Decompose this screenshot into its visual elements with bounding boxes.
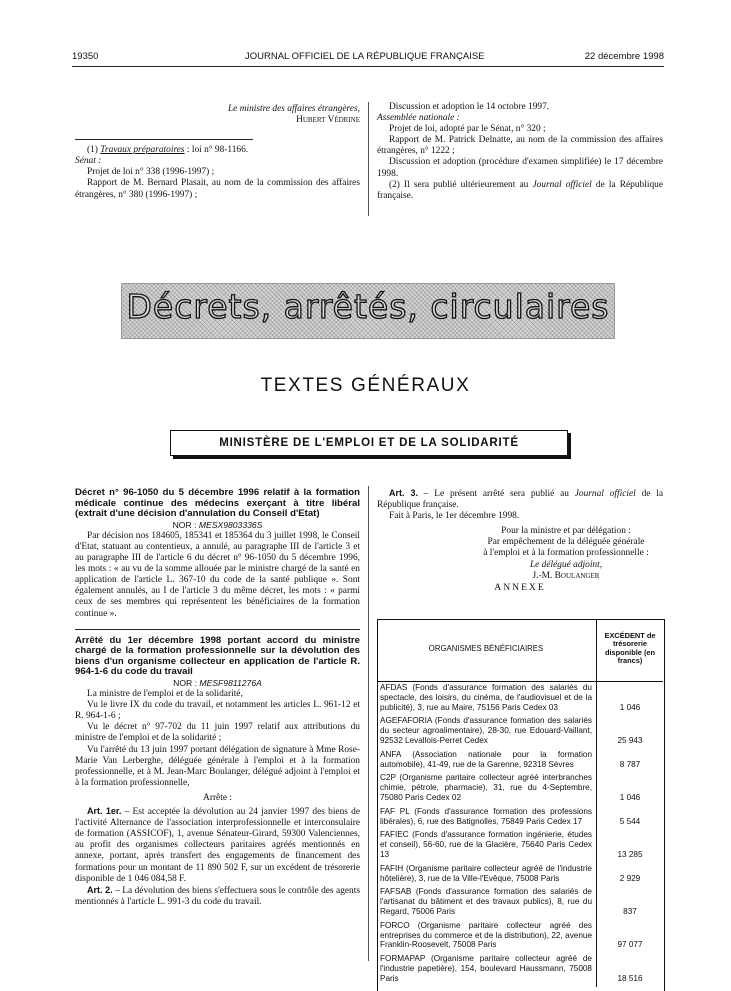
page-header — [72, 51, 664, 67]
annex-excedent: 2 929 — [597, 863, 664, 887]
article-1: Art. 1er. – Est acceptée la dévolution au 24 janvier 1997 des biens de l'activité Alternance de l'association interprofessionnelle et interconsulaire de formation (ASSICOF), 1, avenue Sénateur-Girard, 59300 Valenciennes, au profit des organismes collecteurs paritaires agréés mentionnés en annexe, portant, après transfert des engagements de financement des formations pour un montant de 11 890 502 F, sur un excédent de trésorerie disponible de 1 046 084,58 F. — [75, 806, 360, 884]
annex-organisme: FORCO (Organisme paritaire collecteur agréé des entreprises du commerce et de la distribution), 22, avenue Franklin-Roosevelt, 75008 Paris — [380, 920, 592, 950]
annex-row — [377, 886, 663, 919]
senat-rapport: Rapport de M. Bernard Plasait, au nom de la commission des affaires étrangères, n° 380 (1996-1997) ; — [75, 178, 360, 200]
arrete-nor: NOR : MESF9811276A — [173, 678, 262, 688]
annex-row — [377, 920, 663, 953]
signature-title: Le ministre des affaires étrangères, — [227, 104, 360, 114]
page-number: 19350 — [72, 51, 99, 62]
main-right-column — [377, 488, 663, 593]
arrete-word: Arrête : — [203, 792, 232, 803]
annex-col-excedent: EXCÉDENT de trésorerie disponible (en francs) — [597, 619, 664, 682]
fait-a-paris: Fait à Paris, le 1er décembre 1998. — [389, 511, 520, 522]
annex-row — [377, 715, 663, 748]
senat-adoption: Discussion et adoption le 14 octobre 1997. — [389, 102, 550, 112]
top-column-separator — [368, 102, 369, 216]
an-adoption: Discussion et adoption (procédure d'examen simplifiée) le 17 décembre 1998. — [377, 157, 663, 179]
annex-excedent: 25 943 — [597, 715, 664, 748]
footnote-rule — [75, 139, 253, 140]
arrete-p4: Vu l'arrêté du 13 juin 1997 portant délégation de signature à Mme Rose-Marie Van Lerberghe, déléguée générale à l'emploi et à la formation professionnelle, et à M. Jean-Marc Boulanger, délégué adjoint à l'emploi et à la formation professionnelle, — [75, 744, 360, 788]
annex-organisme: AGEFAFORIA (Fonds d'assurance formation des salariés du secteur agroalimentaire), 28-30, rue Edouard-Vaillant, 92532 Levallois-Perret Cedex — [380, 716, 592, 745]
section-banner — [121, 283, 615, 339]
article-2: Art. 2. – La dévolution des biens s'effectuera sous le contrôle des agents mentionnés à l'article L. 991-3 du code du travail. — [75, 884, 360, 907]
senat-label: Sénat : — [75, 156, 102, 167]
footnote-2: (2) Il sera publié ultérieurement au Journal officiel de la République française. — [377, 179, 663, 201]
main-column-separator — [368, 486, 369, 961]
item-divider — [75, 629, 360, 630]
an-rapport: Rapport de M. Patrick Delnatte, au nom de la commission des affaires étrangères, n° 1222 ; — [377, 135, 663, 157]
an-projet: Projet de loi, adopté par le Sénat, n° 320 ; — [389, 124, 546, 135]
annex-excedent: 18 516 — [597, 953, 664, 986]
article-3: Art. 3. – Le présent arrêté sera publié au Journal officiel de la République française. — [377, 488, 663, 511]
banner-title: Décrets, arrêtés, circulaires — [126, 287, 610, 326]
section-title: TEXTES GÉNÉRAUX — [260, 375, 471, 396]
signature-name: Hubert Védrine — [296, 115, 360, 126]
main-left-column — [75, 488, 360, 908]
annex-row — [377, 749, 663, 773]
annex-organisme: AFDAS (Fonds d'assurance formation des salariés du spectacle, des loisirs, du cinéma, de l'audiovisuel et de la publicité), 3, rue au Maire, 75156 Paris Cedex 03 — [380, 683, 592, 712]
signature-block — [469, 526, 663, 581]
sig-line-3: à l'emploi et à la formation professionnelle : — [483, 548, 649, 559]
arrete-p1: La ministre de l'emploi et de la solidarité, — [87, 689, 243, 700]
annex-table — [377, 619, 663, 987]
sig-line-2: Par empêchement de la déléguée générale — [487, 537, 645, 548]
sig-line-4: Le délégué adjoint, — [529, 559, 603, 570]
annex-organisme: FAF PL (Fonds d'assurance formation des professions libérales), 6, rue des Batignolles, 75849 Paris Cedex 17 — [380, 806, 592, 826]
decree-title: Décret n° 96-1050 du 5 décembre 1996 relatif à la formation médicale continue des médecins exerçant à titre libéral (extrait d'une décision d'annulation du Conseil d'Etat) — [75, 487, 360, 520]
ministry-box — [170, 430, 568, 456]
journal-title: JOURNAL OFFICIEL DE LA RÉPUBLIQUE FRANÇAISE — [245, 51, 485, 62]
annex-row — [377, 682, 663, 716]
annex-organisme: C2P (Organisme paritaire collecteur agréé interbranches chimie, pétrole, pharmacie), 31, rue du 4-Septembre, 75080 Paris Cedex 02 — [380, 773, 592, 802]
annex-row — [377, 863, 663, 887]
annex-excedent: 97 077 — [597, 920, 664, 953]
annex-excedent: 1 046 — [597, 682, 664, 716]
arrete-title: Arrêté du 1er décembre 1998 portant accord du ministre chargé de la formation professionnelle sur la dévolution des biens d'un organisme collecteur en application de l'article R. 964-1-6 du code du travail — [75, 634, 360, 678]
annex-row — [377, 806, 663, 830]
arrete-p3: Vu le décret n° 97-702 du 11 juin 1997 relatif aux attributions du ministre de l'emploi et de la solidarité ; — [75, 722, 360, 744]
decree-nor: NOR : MESX9803336S — [172, 519, 263, 530]
annex-excedent: 1 046 — [597, 772, 664, 805]
annex-organisme: ANFA (Association nationale pour la formation automobile), 41-49, rue de la Garenne, 92318 Sèvres — [380, 749, 592, 769]
annex-organisme: FORMAPAP (Organisme paritaire collecteur agréé de l'industrie papetière), 154, boulevard Haussmann, 75008 Paris — [380, 954, 592, 983]
decree-body: Par décision nos 184605, 185341 et 185364 du 3 juillet 1998, le Conseil d'Etat, statuant au contentieux, a annulé, au paragraphe III de l'article 3 et au paragraphe III de l'article 6 du décret n° 96-1050 du 5 décembre 1996, les mots : « au vu de la somme allouée par le ministre chargé de la santé en application de l'article L. 367-10 du code de la santé publique ». Sont également annulés, au I de l'article 3 du même décret, les mots : « parmi ceux de ses membres qui représentent les bénéficiaires de la formation continue ». — [75, 530, 360, 619]
annex-row — [377, 829, 663, 862]
arrete-p2: Vu le livre IX du code du travail, et notamment les articles L. 961-12 et R. 964-1-6 ; — [75, 700, 360, 722]
header-rule — [72, 66, 664, 67]
annex-row — [377, 953, 663, 986]
top-right-column — [377, 102, 663, 202]
issue-date: 22 décembre 1998 — [584, 51, 664, 62]
annex-organisme: FAFIH (Organisme paritaire collecteur agréé de l'industrie hôtelière), 3, rue de la Ville-l'Evêque, 75008 Paris — [380, 863, 592, 883]
annex-organisme: FAFSAB (Fonds d'assurance formation des salariés de l'artisanat du bâtiment et des travaux publics), 8, rue du Regard, 75006 Paris — [380, 887, 592, 916]
annex-excedent: 5 544 — [597, 806, 664, 830]
annex-row — [377, 772, 663, 805]
annex-excedent: 8 787 — [597, 749, 664, 773]
annex-header-row — [377, 619, 663, 682]
top-left-column — [75, 104, 360, 201]
travaux-link[interactable]: Travaux préparatoires — [100, 145, 185, 156]
annex-organisme: FAFIEC (Fonds d'assurance formation ingénierie, études et conseil), 56-60, rue de la Glacière, 75640 Paris Cedex 13 — [380, 830, 592, 859]
annex-col-organismes: ORGANISMES BÉNÉFICIAIRES — [377, 619, 597, 682]
annex-excedent: 837 — [597, 886, 664, 919]
assemblee-label: Assemblée nationale : — [377, 113, 460, 124]
footnote-1: (1) Travaux préparatoires : loi n° 98-1166. — [87, 145, 249, 156]
senat-projet: Projet de loi n° 338 (1996-1997) ; — [87, 167, 215, 178]
annex-excedent: 13 285 — [597, 829, 664, 862]
ministry-title: MINISTÈRE DE L'EMPLOI ET DE LA SOLIDARITÉ — [219, 437, 519, 449]
sig-line-1: Pour la ministre et par délégation : — [501, 526, 631, 537]
annex-title: ANNEXE — [494, 581, 546, 593]
sig-line-5: J.-M. Boulanger — [532, 570, 600, 581]
